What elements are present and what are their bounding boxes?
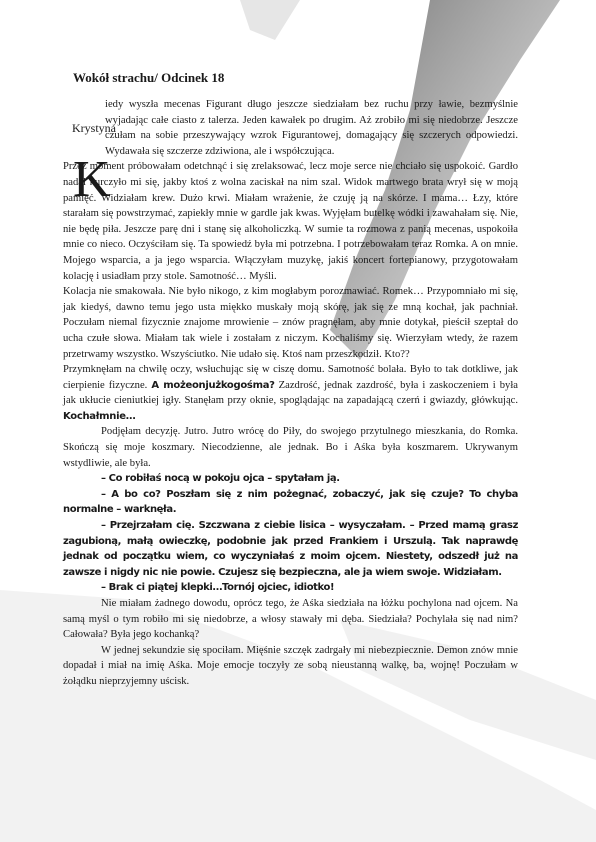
paragraph: Podjęłam decyzję. Jutro. Jutro wrócę do Piły, do swojego przytulnego mieszkania, do Romka. Skończą się moje koszmary. Niecodzienne, ale jednak. Bo i Aśka była koszmarem. Ukrywanym wstydliwie, ale była. bbox=[63, 426, 518, 469]
story-body bbox=[63, 97, 518, 690]
dialogue-line: – A bo co? Poszłam się z nim pożegnać, zobaczyć, jak się czuje? To chyba normalne – warknęła. bbox=[63, 488, 518, 516]
paragraph: Przez moment próbowałam odetchnąć i się zrelaksować, lecz moje serce nie chciało się uspokoić. Gardło nadal kurczyło mi się, jakby ktoś z wolna zaciskał na nim szal. Widok martwego brata wrył się w moją pamięć. Widziałam krew. Dużo krwi. Miałam wrażenie, że czuję ją na skórze. I mama… Łzy, które starałam się powstrzymać, zapiekły mnie w gardle jak kwas. Wyjęłam butelkę wódki i zawahałam się. Nie, nie będę piła. Jeszcze parę dni i stanę się alkoholiczką. W sumie ta rozmowa z panią mecenas, uspokoiła mnie co nieco. Oczyściłam się. Ta spowiedź była mi potrzebna. I potrzebowałam teraz Romka. A on mnie. Mojego wsparcia, a ja jego wsparcia. Włączyłam muzykę, jakiś koncert fortepianowy, przygotowałam kolację i usiadłam przy stole. Samotność… Myśli. bbox=[63, 161, 518, 282]
inline-thought: A możeonjużkogośma? bbox=[151, 379, 275, 391]
paragraph: W jednej sekundzie się spociłam. Mięśnie szczęk zadrgały mi niebezpiecznie. Demon znów mnie dopadał i miał na imię Aśka. Moje emocje toczyły ze sobą nieustanną walkę, ba, wojnę! Poczułam w żołądku nieprzyjemny uścisk. bbox=[63, 644, 518, 687]
dialogue-line: – Co robiłaś nocą w pokoju ojca – spytałam ją. bbox=[101, 473, 340, 485]
dialogue-line: – Przejrzałam cię. Szczwana z ciebie lisica – wysyczałam. – Przed mamą grasz zagubioną, małą owieczkę, podobnie jak przed Frankiem i Urszulą. Tak naprawdę jednak od początku wiem, co wyczyniałaś z moim ojcem. Niestety, odszedł już na zawsze i nigdy nic nie powie. Czujesz się bezpieczna, ale ja wiem swoje. Widziałam. bbox=[63, 520, 518, 578]
paragraph-text: Przymknęłam na chwilę oczy, wsłuchując się w ciszę domu. Samotność bolała. Było to tak dotkliwe, jak cierpienie fizyczne. bbox=[63, 364, 518, 391]
paragraph bbox=[63, 362, 518, 424]
author-name: Krystyna bbox=[72, 121, 116, 135]
inline-thought: Kochałmnie… bbox=[63, 410, 136, 422]
paragraph: Nie miałam żadnego dowodu, oprócz tego, że Aśka siedziała na łóżku pochylona nad ojcem. Na samą myśl o tym robiło mi się niedobrze, a włosy stawały mi dęba. Siedziała? Pochylała się nad nim? Całowała? Była jego kochanką? bbox=[63, 598, 518, 641]
paragraph-text: Zazdrość, jednak zazdrość, była i zaskoczeniem i była jak ukłucie cieniutkiej igły. Stanęłam przy oknie, spoglądając na zapadającą czerń i gwiazdy, główkując. bbox=[63, 379, 518, 407]
paragraph: Kolacja nie smakowała. Nie było nikogo, z kim mogłabym porozmawiać. Romek… Przypomniało mi się, jak kiedyś, dawno temu jego usta miękko muskały moją skórę, jak się ze mną kochał, jak pachniał. Poczułam niemal fizycznie znajome mrowienie – znów pragnęłam, aby mnie dotykał, pieścił szeptał do ucha czułe słowa. Miałam tak wiele i zostałam z niczym. Kochaliśmy się. Wierzyłam wtedy, że razem przetrwamy wszystko. Wszyściutko. Nie udało się. Ktoś nam przeszkodził. Kto?? bbox=[63, 286, 518, 360]
dialogue-line: – Brak ci piątej klepki…Tornój ojciec, idiotko! bbox=[101, 582, 335, 594]
chapter-title: Wokół strachu/ Odcinek 18 bbox=[73, 70, 225, 85]
paragraph: iedy wyszła mecenas Figurant długo jeszcze siedziałam bez ruchu przy ławie, bezmyślnie wyjadając całe ciasto z talerza. Jeden kawałek po drugim. Aż zrobiło mi się niedobrze. Jeszcze czułam na sobie przeszywający wzrok Figurantowej, domagający się szczerych odpowiedzi. Wydawała się szczerze zdziwiona, ale i współczująca. bbox=[105, 99, 518, 157]
drop-cap: K bbox=[73, 151, 111, 208]
dialogue-block bbox=[63, 471, 518, 596]
